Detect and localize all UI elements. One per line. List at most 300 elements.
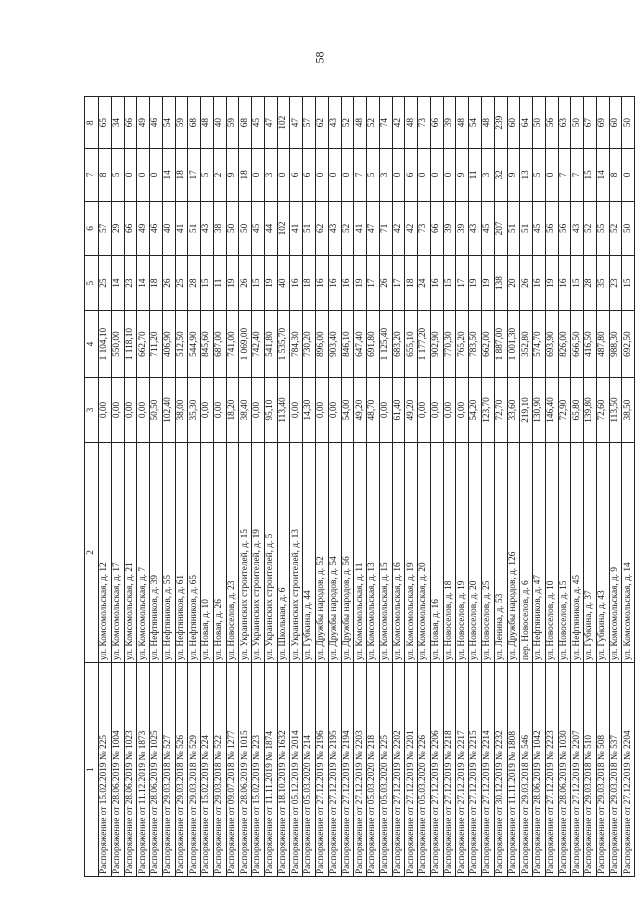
table-cell: 59 (226, 97, 239, 149)
table-cell: 1 104,10 (99, 310, 112, 377)
table-cell: Распоряжение от 29.03.2018 № 529 (188, 663, 201, 877)
table-cell: 52 (341, 201, 354, 256)
table-cell: 72,70 (494, 378, 507, 443)
table-cell: пер. Новоселов, д. 6 (520, 442, 533, 662)
table-row (392, 97, 405, 877)
table-cell: 0 (316, 149, 329, 201)
table-cell: 50 (622, 97, 635, 149)
table-row (316, 97, 329, 877)
table-cell: 56 (545, 201, 558, 256)
table-cell: 146,40 (545, 378, 558, 443)
table-cell: 52 (367, 97, 380, 149)
table-cell: 54,20 (469, 378, 482, 443)
table-cell: 662,00 (481, 310, 494, 377)
table-cell: 39 (456, 201, 469, 256)
table-cell: 666,50 (571, 310, 584, 377)
table-cell: ул. Новоселов, д. 18 (443, 442, 456, 662)
table-cell: Распоряжение от 11.12.2019 № 1873 (137, 663, 150, 877)
table-cell: 9 (226, 149, 239, 201)
table-cell: 826,00 (558, 310, 571, 377)
table-row (354, 97, 367, 877)
table-cell: 19 (354, 256, 367, 311)
table-cell: ул. Комсомольская, д. 16 (392, 442, 405, 662)
table-cell: 40 (162, 201, 175, 256)
table-cell: 1 887,00 (494, 310, 507, 377)
column-header: 1 (85, 663, 99, 877)
table-cell: Распоряжение от 27.12.2019 № 2196 (316, 663, 329, 877)
table-cell: Распоряжение от 05.03.2020 № 226 (418, 663, 431, 877)
table-cell: 113,50 (609, 378, 622, 443)
table-cell: ул. Комсомольская, д. 13 (367, 442, 380, 662)
table-cell: 51 (303, 201, 316, 256)
table-cell: 45 (252, 201, 265, 256)
table-cell: ул. Губкина, д. 44 (303, 442, 316, 662)
table-cell: 16 (341, 256, 354, 311)
table-cell: 15 (584, 149, 597, 201)
table-row (622, 97, 635, 877)
table-cell: 23 (124, 256, 137, 311)
table-cell: 0 (545, 149, 558, 201)
table-row (596, 97, 609, 877)
table-cell: Распоряжение от 09.07.2018 № 1277 (226, 663, 239, 877)
table-cell: 512,50 (175, 310, 188, 377)
table-cell: 63 (558, 97, 571, 149)
table-cell: ул. Новая, д. 10 (201, 442, 214, 662)
table-cell: ул. Комсомольская, д. 14 (622, 442, 635, 662)
table-cell: 113,40 (277, 378, 290, 443)
table-cell: 139,80 (584, 378, 597, 443)
table-cell: 16 (290, 256, 303, 311)
table-cell: 5 (533, 149, 546, 201)
table-cell: 0 (252, 149, 265, 201)
column-header: 4 (85, 310, 99, 377)
table-cell: 123,70 (481, 378, 494, 443)
table-row (481, 97, 494, 877)
table-cell: 14 (162, 149, 175, 201)
table-cell: 487,80 (596, 310, 609, 377)
table-cell: 48 (201, 97, 214, 149)
table-cell: 102 (277, 97, 290, 149)
table-row (162, 97, 175, 877)
table-cell: ул. Нефтяников, д. 55 (162, 442, 175, 662)
table-cell: 16 (533, 256, 546, 311)
table-cell: 47 (290, 97, 303, 149)
table-cell: ул. Новоселов, д. 20 (469, 442, 482, 662)
table-cell: 17 (456, 256, 469, 311)
table-cell: 0 (124, 149, 137, 201)
table-cell: 38 (213, 201, 226, 256)
table-cell: 683,20 (392, 310, 405, 377)
table-cell: 5 (201, 149, 214, 201)
table-cell: 15 (252, 256, 265, 311)
table-cell: 49,20 (405, 378, 418, 443)
table-row (405, 97, 418, 877)
table-cell: 48,70 (367, 378, 380, 443)
table-cell: 62 (316, 201, 329, 256)
table-cell: 102 (277, 201, 290, 256)
table-cell: 60 (609, 97, 622, 149)
table-cell: 33,60 (507, 378, 520, 443)
table-cell: 40 (213, 97, 226, 149)
table-cell: 770,30 (443, 310, 456, 377)
table-cell: ул. Новоселов, д. 10 (545, 442, 558, 662)
table-cell: Распоряжение от 28.06.2019 № 1030 (558, 663, 571, 877)
table-cell: Распоряжение от 29.03.2018 № 526 (175, 663, 188, 877)
table-cell: Распоряжение от 28.06.2019 № 1025 (150, 663, 163, 877)
table-cell: Распоряжение от 27.12.2019 № 2215 (469, 663, 482, 877)
table-cell: Распоряжение от 27.12.2019 № 2202 (392, 663, 405, 877)
table-cell: 239 (494, 97, 507, 149)
table-row (201, 97, 214, 877)
table-cell: 9 (507, 149, 520, 201)
table-cell: ул. Нефтяников, д. 39 (150, 442, 163, 662)
table-row (430, 97, 443, 877)
table-cell: 50 (622, 201, 635, 256)
table-cell: 95,10 (264, 378, 277, 443)
table-cell: 1 177,20 (418, 310, 431, 377)
table-cell: 19 (469, 256, 482, 311)
table-cell: ул. Комсомольская, д. 9 (609, 442, 622, 662)
table-cell: 784,30 (290, 310, 303, 377)
table-cell: 49,20 (354, 378, 367, 443)
table-row (469, 97, 482, 877)
table-cell: 6 (405, 149, 418, 201)
table-cell: 15 (622, 256, 635, 311)
table-row (303, 97, 316, 877)
table-cell: Распоряжение от 27.12.2019 № 2204 (622, 663, 635, 877)
table-cell: 50 (533, 97, 546, 149)
table-cell: Распоряжение от 27.12.2019 № 2194 (341, 663, 354, 877)
table-cell: 0 (443, 149, 456, 201)
table-cell: 35,30 (188, 378, 201, 443)
table-cell: 691,80 (367, 310, 380, 377)
table-cell: 68 (239, 97, 252, 149)
table-cell: 74 (379, 97, 392, 149)
table-cell: 16 (316, 256, 329, 311)
table-row (367, 97, 380, 877)
table-cell: 693,90 (545, 310, 558, 377)
table-cell: Распоряжение от 28.06.2019 № 1015 (239, 663, 252, 877)
table-cell: ул. Новая, д. 16 (430, 442, 443, 662)
table-cell: 0,00 (328, 378, 341, 443)
table-cell: 11 (213, 256, 226, 311)
table-cell: 61,40 (392, 378, 405, 443)
table-row (443, 97, 456, 877)
table-cell: 56 (558, 201, 571, 256)
table-cell: 69 (596, 97, 609, 149)
table-cell: 0 (430, 149, 443, 201)
table-cell: 11 (469, 149, 482, 201)
table-cell: 24 (418, 256, 431, 311)
table-cell: 68 (188, 97, 201, 149)
table-cell: Распоряжение от 29.03.2018 № 510 (584, 663, 597, 877)
column-header: 2 (85, 442, 99, 662)
table-cell: ул. Губкина, д. 43 (596, 442, 609, 662)
table-cell: 19 (226, 256, 239, 311)
table-cell: 38,00 (175, 378, 188, 443)
table-cell: 41 (290, 201, 303, 256)
table-cell: ул. Губкина, д. 37 (584, 442, 597, 662)
table-cell: 102,40 (162, 378, 175, 443)
table-row (239, 97, 252, 877)
table-row (150, 97, 163, 877)
table-cell: 43 (328, 97, 341, 149)
table-cell: 38,40 (239, 378, 252, 443)
table-cell: 0 (341, 149, 354, 201)
table-cell: 20 (507, 256, 520, 311)
table-cell: 0 (418, 149, 431, 201)
table-cell: Распоряжение от 05.03.2020 № 218 (367, 663, 380, 877)
table-cell: ул. Дружбы народов, д. 56 (341, 442, 354, 662)
column-header: 5 (85, 256, 99, 311)
rotated-table-container (84, 96, 633, 877)
table-cell: 742,40 (252, 310, 265, 377)
table-row (494, 97, 507, 877)
table-cell: 51 (188, 201, 201, 256)
table-cell: Распоряжение от 27.12.2019 № 2206 (430, 663, 443, 877)
table-row (226, 97, 239, 877)
table-cell: 26 (239, 256, 252, 311)
table-row (99, 97, 112, 877)
table-cell: 15 (571, 256, 584, 311)
table-cell: ул. Комсомольская, д. 21 (124, 442, 137, 662)
table-row (277, 97, 290, 877)
table-cell: Распоряжение от 27.12.2019 № 2203 (354, 663, 367, 877)
table-cell: 1 069,00 (239, 310, 252, 377)
table-cell: ул. Нефтяников, д. 45 (571, 442, 584, 662)
table-cell: 902,90 (430, 310, 443, 377)
table-cell: 49 (137, 97, 150, 149)
table-cell: ул. Нефтяников, д. 65 (188, 442, 201, 662)
table-cell: 7 (571, 149, 584, 201)
table-cell: 66 (124, 201, 137, 256)
table-cell: 54,00 (341, 378, 354, 443)
table-cell: 1 118,10 (124, 310, 137, 377)
table-row (124, 97, 137, 877)
table-cell: 1 001,30 (507, 310, 520, 377)
table-cell: ул. Нефтяников, д. 47 (533, 442, 546, 662)
table-cell: ул. Ленина, д. 53 (494, 442, 507, 662)
table-cell: 40 (277, 256, 290, 311)
table-cell: Распоряжение от 27.12.2019 № 2217 (456, 663, 469, 877)
table-cell: 47 (367, 201, 380, 256)
table-cell: ул. Украинских строителей, д. 19 (252, 442, 265, 662)
table-cell: 18 (405, 256, 418, 311)
table-cell: 50 (226, 201, 239, 256)
table-cell: 55 (596, 201, 609, 256)
table-cell: Распоряжение от 27.12.2019 № 2195 (328, 663, 341, 877)
table-cell: 45 (481, 201, 494, 256)
table-cell: 57 (99, 201, 112, 256)
column-header: 7 (85, 149, 99, 201)
table-cell: 765,20 (456, 310, 469, 377)
table-cell: 43 (571, 201, 584, 256)
table-cell: 25 (99, 256, 112, 311)
table-cell: ул. Украинских строителей, д. 5 (264, 442, 277, 662)
table-cell: 64 (520, 97, 533, 149)
table-cell: 3 (481, 149, 494, 201)
table-cell: 60 (507, 97, 520, 149)
table-row (571, 97, 584, 877)
table-cell: Распоряжение от 28.06.2019 № 1042 (533, 663, 546, 877)
table-cell: ул. Дружбы народов, д. 54 (328, 442, 341, 662)
table-cell: ул. Комсомольская, д. 19 (405, 442, 418, 662)
table-cell: 66 (430, 97, 443, 149)
table-cell: ул. Новоселов, д. 25 (481, 442, 494, 662)
table-cell: 35 (596, 256, 609, 311)
table-cell: Распоряжение от 27.12.2019 № 2201 (405, 663, 418, 877)
table-row (137, 97, 150, 877)
table-cell: 0,00 (252, 378, 265, 443)
column-header: 3 (85, 378, 99, 443)
table-cell: 65 (99, 97, 112, 149)
table-cell: 17 (188, 149, 201, 201)
table-cell: 38,50 (622, 378, 635, 443)
table-cell: 13 (520, 149, 533, 201)
table-cell: Распоряжение от 29.03.2018 № 537 (609, 663, 622, 877)
table-cell: 662,70 (137, 310, 150, 377)
table-cell: ул. Дружбы народов, д. 126 (507, 442, 520, 662)
table-row (328, 97, 341, 877)
table-cell: 17 (367, 256, 380, 311)
table-cell: 56 (545, 97, 558, 149)
table-cell: 51 (507, 201, 520, 256)
table-cell: 18 (303, 256, 316, 311)
table-cell: 14 (596, 149, 609, 201)
table-cell: 16 (558, 256, 571, 311)
table-cell: 6 (290, 149, 303, 201)
table-cell: ул. Украинских строителей, д. 13 (290, 442, 303, 662)
table-cell: 72,90 (558, 378, 571, 443)
table-cell: Распоряжение от 29.03.2018 № 546 (520, 663, 533, 877)
table-cell: Распоряжение от 27.12.2019 № 2218 (443, 663, 456, 877)
table-cell: 52 (341, 97, 354, 149)
table-cell: 711,20 (150, 310, 163, 377)
table-cell: Распоряжение от 29.03.2018 № 527 (162, 663, 175, 877)
table-cell: 0,00 (137, 378, 150, 443)
table-cell: 44 (264, 201, 277, 256)
table-cell: 783,50 (469, 310, 482, 377)
table-cell: 28 (188, 256, 201, 311)
table-cell: Распоряжение от 27.12.2019 № 2207 (571, 663, 584, 877)
table-cell: 42 (392, 201, 405, 256)
table-row (609, 97, 622, 877)
table-cell: Распоряжение от 29.03.2018 № 522 (213, 663, 226, 877)
table-cell: 0,00 (111, 378, 124, 443)
table-row (175, 97, 188, 877)
table-cell: 416,50 (584, 310, 597, 377)
table-cell: 66 (124, 97, 137, 149)
table-cell: 50 (239, 201, 252, 256)
table-row (558, 97, 571, 877)
table-cell: 66 (430, 201, 443, 256)
table-row (213, 97, 226, 877)
table-cell: 51 (520, 201, 533, 256)
table-cell: 26 (379, 256, 392, 311)
table-cell: 0 (622, 149, 635, 201)
table-cell: ул. Украинских строителей, д. 15 (239, 442, 252, 662)
table-body (99, 97, 635, 877)
table-cell: 48 (481, 97, 494, 149)
table-cell: 903,40 (328, 310, 341, 377)
table-cell: Распоряжение от 15.02.2019 № 224 (201, 663, 214, 877)
table-cell: 73 (418, 201, 431, 256)
table-row (379, 97, 392, 877)
table-row (290, 97, 303, 877)
table-cell: 28 (584, 256, 597, 311)
table-cell: 41 (175, 201, 188, 256)
table-cell: 17 (392, 256, 405, 311)
header-row (85, 97, 99, 877)
table-cell: 29 (111, 201, 124, 256)
table-cell: 7 (558, 149, 571, 201)
table-cell: 550,00 (111, 310, 124, 377)
table-row (188, 97, 201, 877)
table-cell: 730,20 (303, 310, 316, 377)
table-cell: Распоряжение от 30.12.2019 № 2232 (494, 663, 507, 877)
table-cell: 15 (443, 256, 456, 311)
table-cell: ул. Комсомольская, д. 7 (137, 442, 150, 662)
table-cell: 574,70 (533, 310, 546, 377)
table-cell: 845,60 (201, 310, 214, 377)
table-cell: ул. Нефтяников, д. 61 (175, 442, 188, 662)
table-cell: ул. Новоселов, д. 19 (456, 442, 469, 662)
table-cell: 43 (469, 201, 482, 256)
table-cell: 14,30 (303, 378, 316, 443)
table-cell: 1 125,40 (379, 310, 392, 377)
table-cell: 5 (367, 149, 380, 201)
table-cell: Распоряжение от 27.12.2019 № 2214 (481, 663, 494, 877)
table-cell: 207 (494, 201, 507, 256)
table-cell: ул. Новая, д. 26 (213, 442, 226, 662)
column-header: 6 (85, 201, 99, 256)
table-cell: 406,90 (162, 310, 175, 377)
table-cell: 54 (162, 97, 175, 149)
table-cell: 46 (150, 201, 163, 256)
table-cell: 2 (213, 149, 226, 201)
table-cell: 39 (443, 97, 456, 149)
table-cell: 32 (494, 149, 507, 201)
table-cell: 25 (175, 256, 188, 311)
table-cell: 18 (150, 256, 163, 311)
table-cell: Распоряжение от 29.03.2018 № 508 (596, 663, 609, 877)
table-cell: Распоряжение от 05.03.2020 № 214 (303, 663, 316, 877)
table-cell: Распоряжение от 28.06.2019 № 1023 (124, 663, 137, 877)
table-cell: 896,00 (316, 310, 329, 377)
table-cell: ул. Комсомольская, д. 17 (111, 442, 124, 662)
table-cell: 62 (316, 97, 329, 149)
table-cell: 692,50 (622, 310, 635, 377)
table-cell: 39 (443, 201, 456, 256)
table-cell: 23 (609, 256, 622, 311)
table-cell: 18 (175, 149, 188, 201)
table-cell: 0 (137, 149, 150, 201)
column-header: 8 (85, 97, 99, 149)
table-cell: 42 (405, 201, 418, 256)
table-cell: 41 (354, 201, 367, 256)
table-cell: 544,90 (188, 310, 201, 377)
table-cell: 0,00 (418, 378, 431, 443)
table-cell: 1 535,70 (277, 310, 290, 377)
table-cell: Распоряжение от 05.03.2020 № 225 (379, 663, 392, 877)
table-cell: 49 (137, 201, 150, 256)
table-cell: 54 (469, 97, 482, 149)
table-cell: 16 (328, 256, 341, 311)
table-row (456, 97, 469, 877)
table-cell: 0,00 (379, 378, 392, 443)
table-cell: 541,80 (264, 310, 277, 377)
table-cell: 0,00 (443, 378, 456, 443)
